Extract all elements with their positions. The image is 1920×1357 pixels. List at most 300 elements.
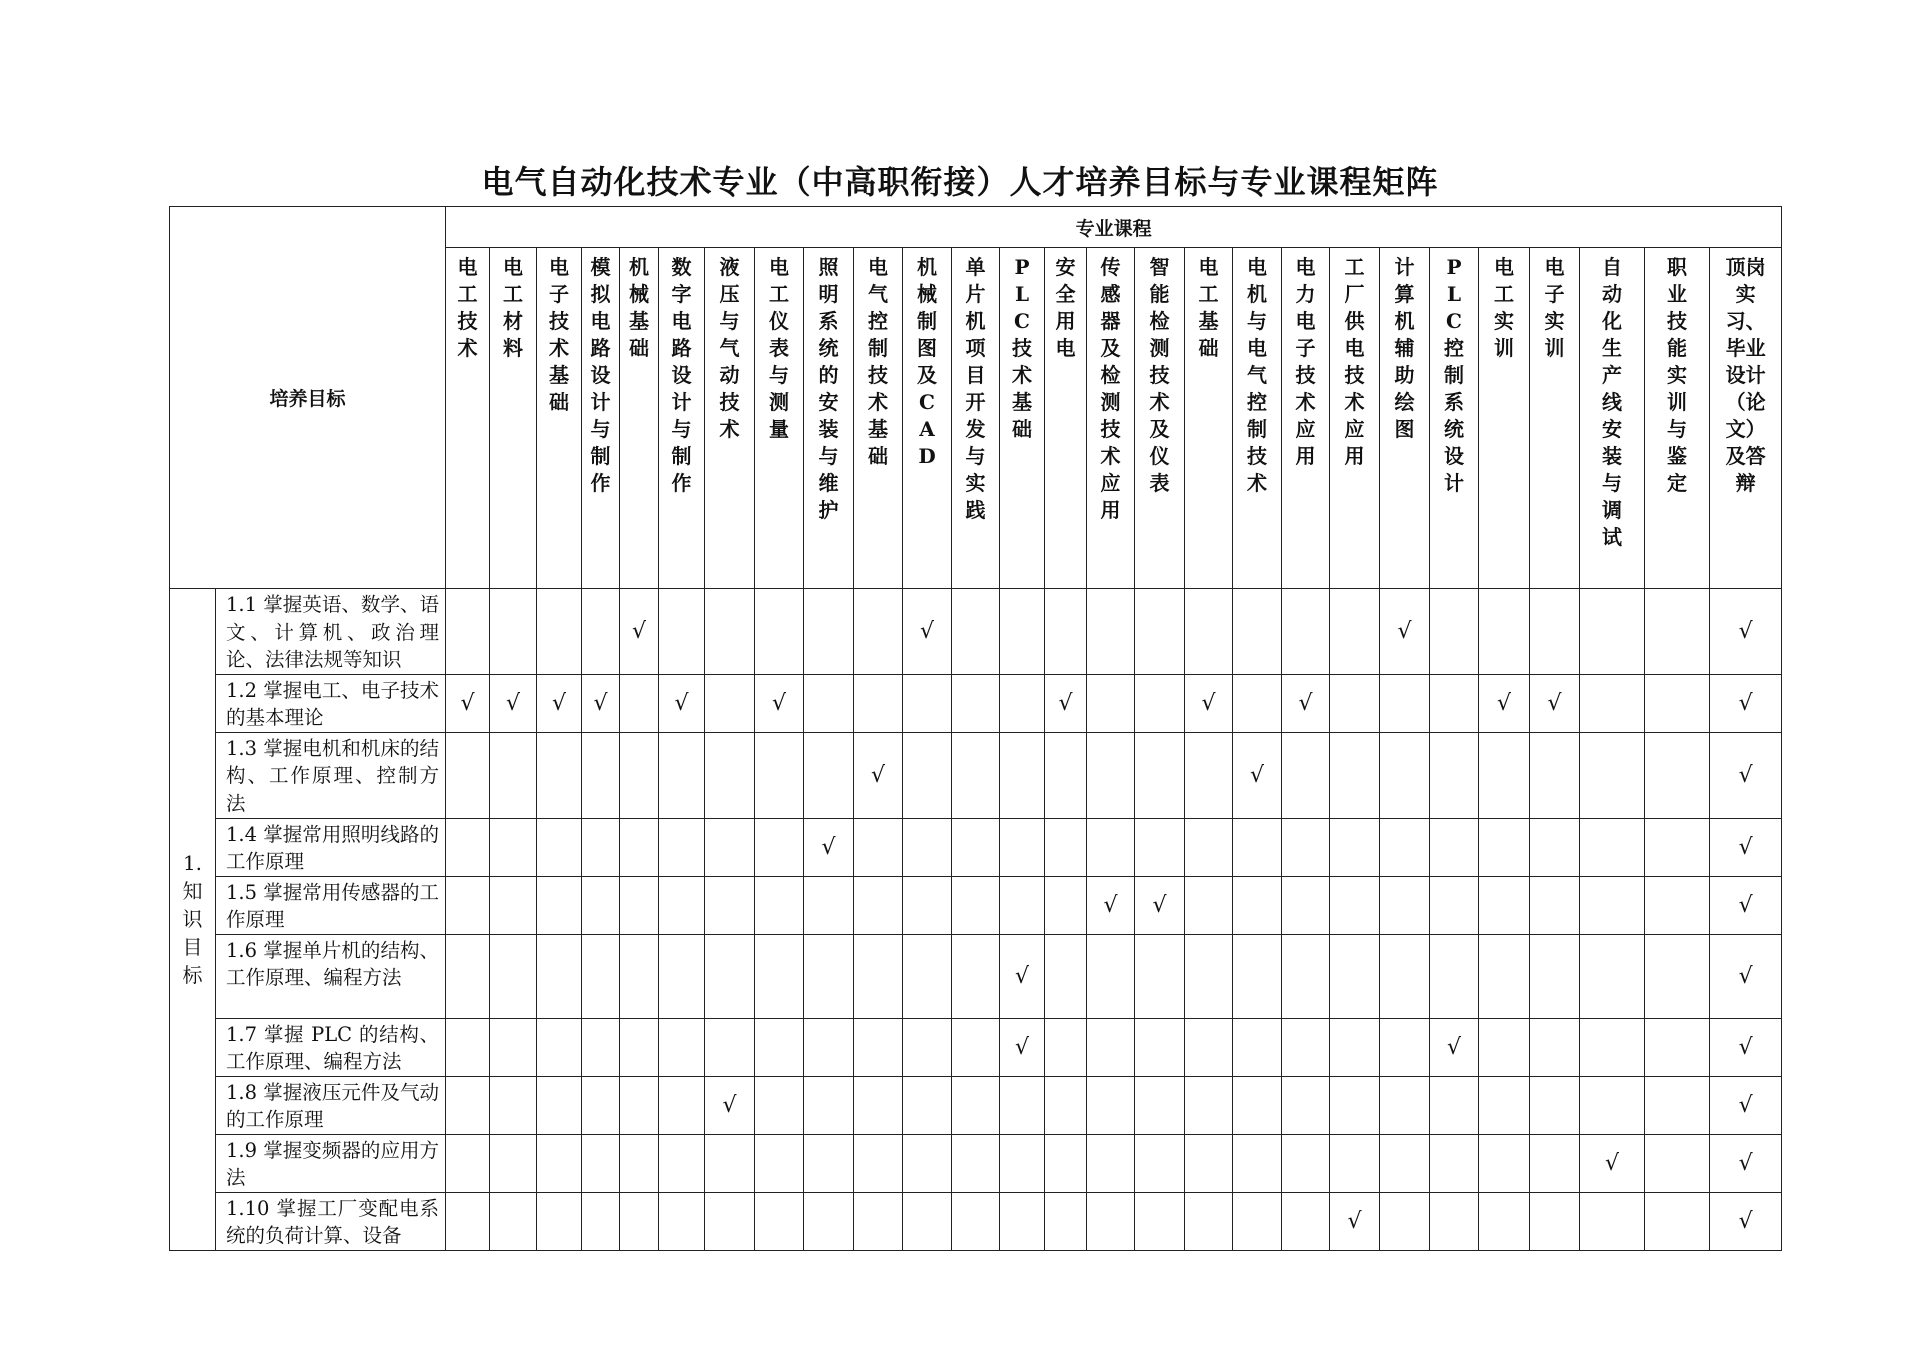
matrix-cell (1000, 1076, 1045, 1134)
matrix-cell (952, 818, 1000, 876)
course-name: 职业技能实训与鉴定 (1667, 255, 1688, 495)
matrix-cell (490, 876, 537, 934)
matrix-cell (620, 1018, 659, 1076)
matrix-cell (1087, 876, 1135, 934)
course-name: 电工基础 (1198, 255, 1219, 360)
matrix-cell (1710, 876, 1782, 934)
course-name: PLC技术基础 (1012, 255, 1033, 441)
matrix-cell (1430, 1192, 1479, 1250)
matrix-cell (537, 876, 582, 934)
matrix-cell (1380, 589, 1430, 675)
matrix-cell (1530, 589, 1580, 675)
matrix-cell (903, 876, 952, 934)
matrix-cell (755, 934, 804, 1018)
matrix-cell (755, 1018, 804, 1076)
matrix-cell (1045, 818, 1087, 876)
course-header-12 (952, 248, 1000, 589)
matrix-cell (1645, 589, 1710, 675)
matrix-cell (1479, 818, 1530, 876)
goal-course-matrix (169, 206, 1782, 1251)
course-header-10 (854, 248, 903, 589)
check-mark: √ (1058, 690, 1073, 716)
matrix-cell (1430, 1076, 1479, 1134)
matrix-cell (804, 1134, 854, 1192)
matrix-cell (620, 1134, 659, 1192)
matrix-cell (582, 589, 620, 675)
matrix-cell (1045, 674, 1087, 732)
matrix-cell (755, 732, 804, 818)
matrix-cell (1645, 674, 1710, 732)
course-name: 电子实训 (1544, 255, 1565, 360)
header-row-group (170, 207, 1782, 248)
check-mark: √ (1397, 618, 1412, 644)
matrix-cell (952, 1134, 1000, 1192)
matrix-cell (952, 876, 1000, 934)
matrix-cell (446, 1018, 490, 1076)
matrix-cell (659, 1192, 705, 1250)
matrix-cell (1282, 674, 1330, 732)
course-name: 电工材料 (503, 255, 524, 360)
matrix-cell (1000, 732, 1045, 818)
matrix-cell (854, 1134, 903, 1192)
matrix-cell (582, 674, 620, 732)
goal-text: 1.5 掌握常用传感器的工作原理 (216, 876, 446, 934)
check-mark: √ (1201, 690, 1216, 716)
matrix-cell (1233, 732, 1282, 818)
matrix-cell (1479, 934, 1530, 1018)
matrix-cell (582, 934, 620, 1018)
matrix-cell (490, 818, 537, 876)
matrix-cell (854, 674, 903, 732)
matrix-cell (854, 934, 903, 1018)
matrix-cell (1330, 934, 1380, 1018)
matrix-cell (952, 1018, 1000, 1076)
goal-text: 1.9 掌握变频器的应用方法 (216, 1134, 446, 1192)
matrix-cell (705, 674, 755, 732)
matrix-cell (755, 1192, 804, 1250)
category-label: 1.知识目标 (182, 851, 203, 988)
check-mark: √ (1738, 963, 1753, 989)
matrix-cell (582, 1076, 620, 1134)
matrix-cell (1710, 934, 1782, 1018)
matrix-cell (854, 876, 903, 934)
course-header-23 (1479, 248, 1530, 589)
matrix-cell (1645, 818, 1710, 876)
matrix-cell (755, 818, 804, 876)
course-name: 智能检测技术及仪表 (1149, 255, 1170, 495)
matrix-cell (705, 934, 755, 1018)
matrix-cell (1045, 1134, 1087, 1192)
matrix-cell (1185, 934, 1233, 1018)
goal-text: 1.6 掌握单片机的结构、工作原理、编程方法 (216, 934, 446, 1018)
matrix-cell (1330, 674, 1380, 732)
check-mark: √ (1738, 1150, 1753, 1176)
matrix-cell (490, 1192, 537, 1250)
check-mark: √ (593, 690, 608, 716)
matrix-cell (854, 1018, 903, 1076)
matrix-cell (1580, 876, 1645, 934)
table-row (170, 1134, 1782, 1192)
matrix-cell (1580, 1018, 1645, 1076)
matrix-cell (537, 589, 582, 675)
matrix-cell (490, 1134, 537, 1192)
course-name: 液压与气动技术 (719, 255, 740, 441)
course-header-7 (705, 248, 755, 589)
matrix-cell (1087, 732, 1135, 818)
matrix-cell (1530, 934, 1580, 1018)
course-header-4 (582, 248, 620, 589)
course-header-21 (1380, 248, 1430, 589)
check-mark: √ (1738, 1092, 1753, 1118)
matrix-cell (1045, 1076, 1087, 1134)
matrix-cell (620, 674, 659, 732)
matrix-cell (705, 1076, 755, 1134)
matrix-cell (804, 589, 854, 675)
matrix-cell (1087, 1018, 1135, 1076)
matrix-cell (705, 589, 755, 675)
matrix-cell (446, 818, 490, 876)
matrix-cell (1087, 674, 1135, 732)
matrix-cell (1282, 1192, 1330, 1250)
matrix-cell (1580, 732, 1645, 818)
matrix-cell (659, 818, 705, 876)
matrix-cell (1135, 876, 1185, 934)
matrix-cell (1000, 1192, 1045, 1250)
matrix-cell (1580, 1076, 1645, 1134)
matrix-cell (1530, 1192, 1580, 1250)
matrix-cell (490, 589, 537, 675)
matrix-cell (1430, 1018, 1479, 1076)
matrix-cell (705, 876, 755, 934)
matrix-cell (1233, 674, 1282, 732)
matrix-cell (1087, 1076, 1135, 1134)
check-mark: √ (460, 690, 475, 716)
course-name: 安全用电 (1055, 255, 1076, 360)
matrix-cell (537, 1076, 582, 1134)
matrix-cell (705, 818, 755, 876)
matrix-cell (1645, 1018, 1710, 1076)
matrix-cell (1185, 1018, 1233, 1076)
matrix-cell (537, 1018, 582, 1076)
goal-text: 1.10 掌握工厂变配电系统的负荷计算、设备 (216, 1192, 446, 1250)
matrix-cell (620, 818, 659, 876)
matrix-cell (1135, 674, 1185, 732)
matrix-cell (1135, 934, 1185, 1018)
matrix-cell (804, 1076, 854, 1134)
course-header-8 (755, 248, 804, 589)
matrix-cell (1233, 1076, 1282, 1134)
course-name: 单片机项目开发与实践 (965, 255, 986, 522)
matrix-cell (1185, 876, 1233, 934)
course-header-15 (1087, 248, 1135, 589)
course-name: 照明系统的安装与维护 (818, 255, 839, 522)
matrix-cell (903, 818, 952, 876)
matrix-cell (490, 1018, 537, 1076)
course-name: 机械基础 (629, 255, 650, 360)
course-header-6 (659, 248, 705, 589)
course-name: 电工实训 (1494, 255, 1515, 360)
matrix-cell (1087, 589, 1135, 675)
matrix-cell (952, 732, 1000, 818)
course-header-22 (1430, 248, 1479, 589)
matrix-cell (705, 1192, 755, 1250)
matrix-cell (1380, 674, 1430, 732)
course-header-20 (1330, 248, 1380, 589)
document-title: 电气自动化技术专业（中高职衔接）人才培养目标与专业课程矩阵 (481, 163, 1439, 201)
matrix-cell (1710, 1018, 1782, 1076)
matrix-cell (1087, 934, 1135, 1018)
matrix-cell (952, 589, 1000, 675)
matrix-cell (755, 674, 804, 732)
matrix-cell (1000, 934, 1045, 1018)
course-name: 电工仪表与测量 (769, 255, 790, 441)
course-name: 电力电子技术应用 (1295, 255, 1316, 468)
course-header-3 (537, 248, 582, 589)
matrix-cell (659, 876, 705, 934)
check-mark: √ (1738, 1034, 1753, 1060)
matrix-cell (1530, 1076, 1580, 1134)
matrix-cell (1645, 1192, 1710, 1250)
matrix-cell (903, 934, 952, 1018)
matrix-cell (1380, 818, 1430, 876)
matrix-cell (1479, 589, 1530, 675)
matrix-cell (1645, 732, 1710, 818)
matrix-cell (1430, 732, 1479, 818)
matrix-cell (903, 1134, 952, 1192)
matrix-cell (952, 1076, 1000, 1134)
matrix-cell (620, 732, 659, 818)
matrix-cell (755, 589, 804, 675)
check-mark: √ (722, 1092, 737, 1118)
course-name: 电气控制技术基础 (868, 255, 889, 468)
table-row (170, 674, 1782, 732)
matrix-cell (1282, 934, 1330, 1018)
goal-text: 1.1 掌握英语、数学、语文、计算机、政治理论、法律法规等知识 (216, 589, 446, 675)
matrix-cell (537, 1192, 582, 1250)
check-mark: √ (1152, 892, 1167, 918)
matrix-cell (1380, 934, 1430, 1018)
matrix-cell (1185, 589, 1233, 675)
matrix-cell (1135, 1076, 1185, 1134)
matrix-cell (1479, 674, 1530, 732)
matrix-cell (854, 589, 903, 675)
matrix-cell (804, 732, 854, 818)
matrix-cell (1045, 1018, 1087, 1076)
table-row (170, 1192, 1782, 1250)
matrix-cell (620, 1076, 659, 1134)
matrix-cell (1430, 876, 1479, 934)
matrix-cell (1045, 876, 1087, 934)
matrix-cell (1233, 1018, 1282, 1076)
course-header-25 (1580, 248, 1645, 589)
course-group-header: 专业课程 (446, 207, 1782, 248)
course-name: 数字电路设计与制作 (671, 255, 692, 495)
matrix-cell (1282, 1076, 1330, 1134)
matrix-cell (1233, 876, 1282, 934)
check-mark: √ (1605, 1150, 1620, 1176)
course-header-17 (1185, 248, 1233, 589)
matrix-cell (1185, 1192, 1233, 1250)
matrix-cell (1530, 674, 1580, 732)
course-name: 模拟电路设计与制作 (590, 255, 611, 495)
check-mark: √ (1738, 1208, 1753, 1234)
matrix-cell (1580, 674, 1645, 732)
course-name: PLC控制系统设计 (1444, 255, 1465, 495)
matrix-cell (1000, 876, 1045, 934)
matrix-cell (1185, 818, 1233, 876)
matrix-cell (1282, 1018, 1330, 1076)
matrix-cell (1135, 818, 1185, 876)
matrix-cell (755, 1134, 804, 1192)
matrix-cell (1045, 1192, 1087, 1250)
matrix-cell (854, 818, 903, 876)
matrix-cell (804, 1018, 854, 1076)
matrix-cell (1330, 1134, 1380, 1192)
matrix-cell (1580, 1192, 1645, 1250)
check-mark: √ (1015, 963, 1030, 989)
matrix-cell (804, 1192, 854, 1250)
matrix-cell (804, 876, 854, 934)
matrix-cell (1380, 876, 1430, 934)
check-mark: √ (552, 690, 567, 716)
matrix-cell (854, 732, 903, 818)
matrix-cell (659, 589, 705, 675)
course-name: 电子技术基础 (549, 255, 570, 414)
matrix-cell (1645, 1134, 1710, 1192)
matrix-cell (1645, 1076, 1710, 1134)
check-mark: √ (821, 834, 836, 860)
matrix-cell (1282, 818, 1330, 876)
matrix-cell (903, 1076, 952, 1134)
goal-text: 1.8 掌握液压元件及气动的工作原理 (216, 1076, 446, 1134)
matrix-cell (1330, 732, 1380, 818)
matrix-cell (1185, 674, 1233, 732)
matrix-cell (1479, 732, 1530, 818)
check-mark: √ (632, 618, 647, 644)
matrix-cell (1530, 732, 1580, 818)
course-name: 自动化生产线安装与调试 (1602, 255, 1623, 549)
matrix-cell (537, 674, 582, 732)
course-name: 工厂供电技术应用 (1344, 255, 1365, 468)
matrix-cell (1710, 818, 1782, 876)
matrix-cell (1330, 589, 1380, 675)
matrix-cell (582, 818, 620, 876)
matrix-cell (1530, 876, 1580, 934)
course-header-9 (804, 248, 854, 589)
matrix-cell (903, 1192, 952, 1250)
matrix-cell (1135, 1134, 1185, 1192)
course-header-2 (490, 248, 537, 589)
matrix-cell (446, 934, 490, 1018)
check-mark: √ (1738, 618, 1753, 644)
matrix-cell (1430, 818, 1479, 876)
matrix-cell (705, 1134, 755, 1192)
matrix-cell (1710, 1192, 1782, 1250)
table-row (170, 818, 1782, 876)
check-mark: √ (1250, 762, 1265, 788)
matrix-cell (1430, 674, 1479, 732)
course-header-1 (446, 248, 490, 589)
matrix-cell (1330, 818, 1380, 876)
matrix-cell (903, 1018, 952, 1076)
matrix-cell (1185, 1134, 1233, 1192)
matrix-cell (804, 674, 854, 732)
course-header-13 (1000, 248, 1045, 589)
matrix-cell (659, 934, 705, 1018)
check-mark: √ (1103, 892, 1118, 918)
matrix-cell (952, 934, 1000, 1018)
matrix-cell (490, 1076, 537, 1134)
matrix-cell (620, 1192, 659, 1250)
matrix-cell (1580, 934, 1645, 1018)
matrix-cell (1330, 876, 1380, 934)
matrix-cell (1233, 934, 1282, 1018)
matrix-cell (1087, 1192, 1135, 1250)
check-mark: √ (1547, 690, 1562, 716)
matrix-cell (1710, 674, 1782, 732)
matrix-cell (446, 674, 490, 732)
matrix-cell (1580, 818, 1645, 876)
matrix-cell (446, 732, 490, 818)
matrix-cell (804, 818, 854, 876)
matrix-cell (804, 934, 854, 1018)
matrix-cell (854, 1192, 903, 1250)
matrix-cell (952, 1192, 1000, 1250)
matrix-cell (582, 1192, 620, 1250)
matrix-cell (952, 674, 1000, 732)
table-row (170, 1076, 1782, 1134)
course-header-5 (620, 248, 659, 589)
matrix-cell (1530, 1018, 1580, 1076)
goal-text: 1.2 掌握电工、电子技术的基本理论 (216, 674, 446, 732)
check-mark: √ (1347, 1208, 1362, 1234)
matrix-cell (1282, 876, 1330, 934)
check-mark: √ (1738, 892, 1753, 918)
matrix-cell (537, 1134, 582, 1192)
course-header-16 (1135, 248, 1185, 589)
matrix-cell (1645, 934, 1710, 1018)
table-row (170, 589, 1782, 675)
matrix-cell (903, 732, 952, 818)
matrix-cell (1710, 1076, 1782, 1134)
matrix-cell (1430, 589, 1479, 675)
matrix-cell (446, 1076, 490, 1134)
matrix-cell (537, 934, 582, 1018)
matrix-cell (659, 674, 705, 732)
matrix-cell (1000, 674, 1045, 732)
matrix-cell (1479, 1018, 1530, 1076)
matrix-cell (659, 1134, 705, 1192)
check-mark: √ (772, 690, 787, 716)
matrix-cell (705, 1018, 755, 1076)
table-row (170, 876, 1782, 934)
goal-text: 1.3 掌握电机和机床的结构、工作原理、控制方法 (216, 732, 446, 818)
matrix-cell (659, 1076, 705, 1134)
matrix-cell (1233, 1134, 1282, 1192)
matrix-cell (1045, 732, 1087, 818)
matrix-cell (1430, 934, 1479, 1018)
check-mark: √ (1497, 690, 1512, 716)
course-header-14 (1045, 248, 1087, 589)
matrix-cell (1479, 1192, 1530, 1250)
matrix-cell (582, 876, 620, 934)
course-header-27 (1710, 248, 1782, 589)
matrix-cell (705, 732, 755, 818)
course-name: 传感器及检测技术应用 (1100, 255, 1121, 522)
course-header-24 (1530, 248, 1580, 589)
matrix-cell (1000, 589, 1045, 675)
course-name: 机械制图及CAD (917, 255, 938, 468)
